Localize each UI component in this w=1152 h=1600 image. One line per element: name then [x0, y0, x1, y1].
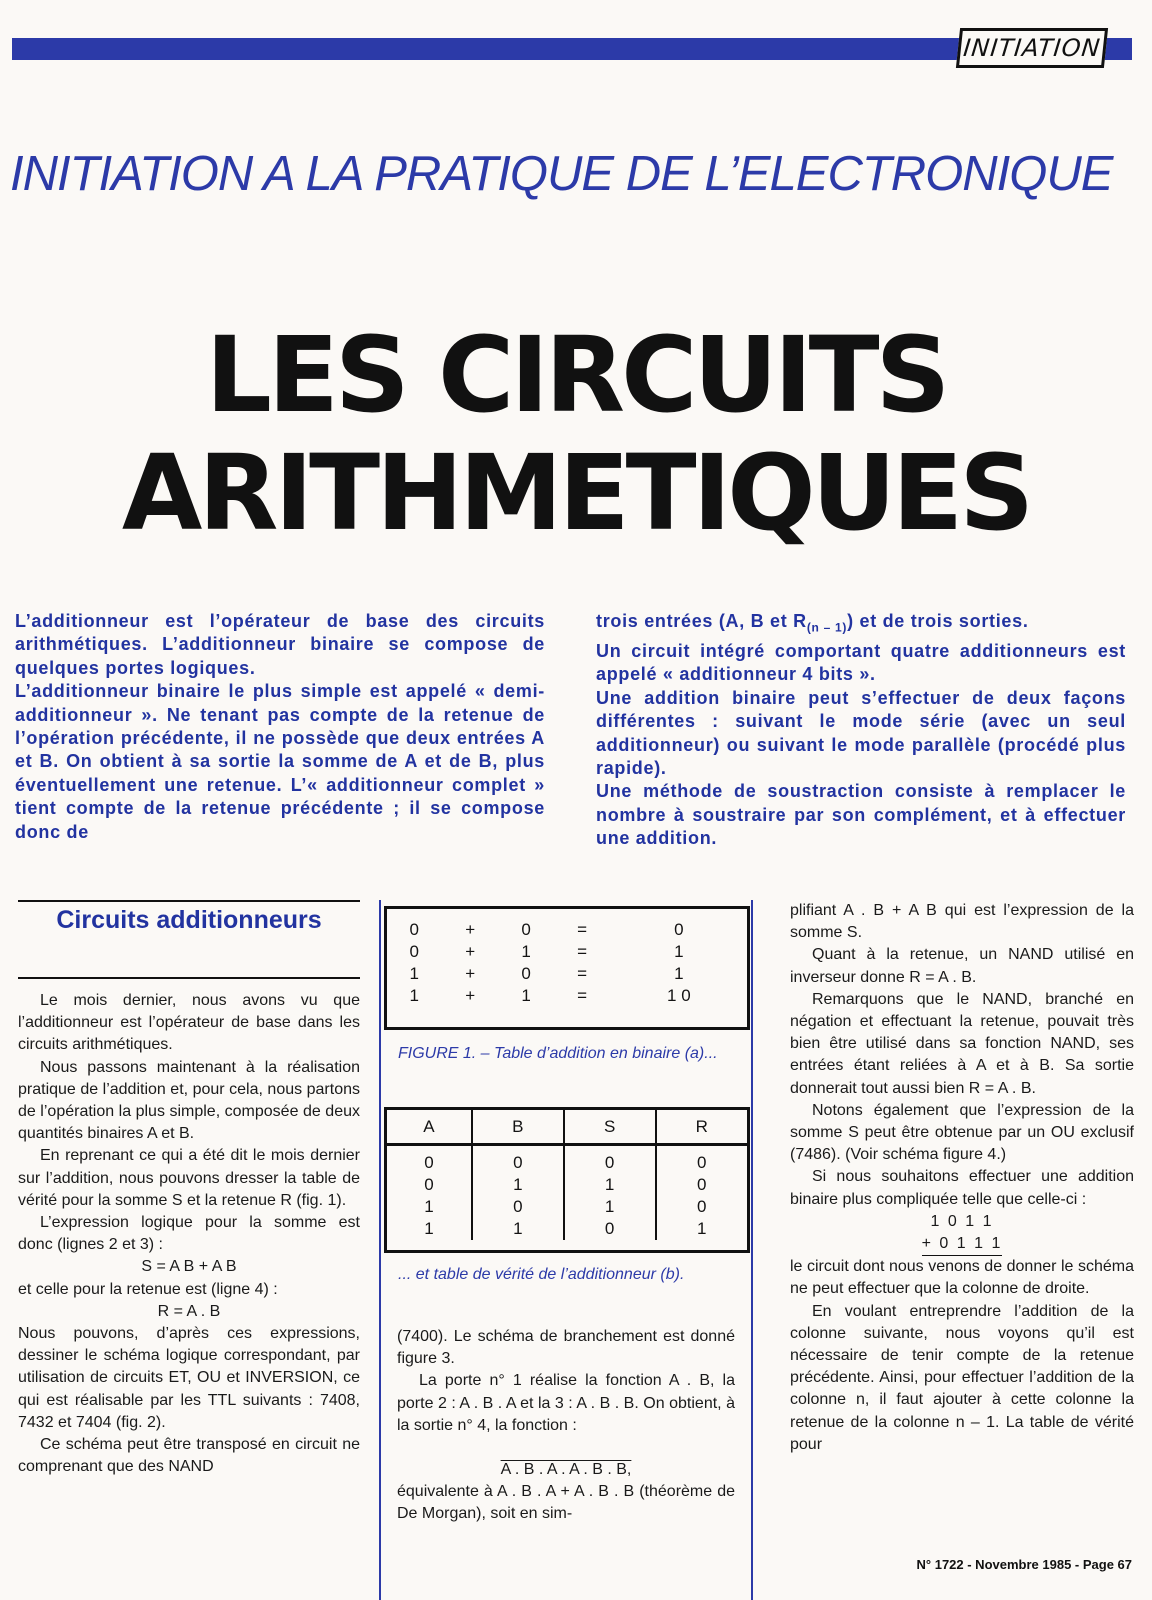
intro-paragraph: Une addition binaire peut s’effectuer de deux façons différentes : suivant le mode série (avec un seul additionneur) ou suivant le mode parallèle (procédé plus rapide).	[596, 687, 1126, 779]
addition-row	[387, 985, 747, 1007]
addition-row	[387, 919, 747, 941]
body-paragraph: Remarquons que le NAND, branché en négation et effectuant la retenue, pouvait très bien être utilisé dans sa fonction NAND, ses entrées étant reliées à A et à B. Sa sortie donnerait tout aussi bien R = A . B.	[790, 990, 1134, 1097]
body-column-2	[397, 1326, 735, 1526]
intro-paragraph: L’additionneur binaire le plus simple est appelé « demi-additionneur ». Ne tenant pas compte de la retenue de l’opération précédente, il ne possède que deux entrées A et B. On obtient à sa sortie la somme de A et de B, plus éventuellement une retenue. L’« additionneur complet » tient compte de la retenue précédente ; il se compose donc de	[15, 681, 545, 842]
truth-cell: 0	[472, 1196, 564, 1218]
addition-cell: 0	[521, 920, 531, 939]
body-paragraph: équivalente à A . B . A + A . B . B (théorème de De Morgan), soit en sim-	[397, 1483, 735, 1523]
truth-cell: 1	[424, 1197, 434, 1216]
addition-cell: 1	[521, 942, 531, 961]
truth-row	[387, 1218, 747, 1240]
truth-cell: 1	[564, 1196, 656, 1218]
addition-cell: 1	[521, 986, 531, 1005]
body-paragraph: En reprenant ce qui a été dit le mois dernier sur l’addition, nous pouvons dresser la table de vérité pour la somme S et la retenue R (fig. 1).	[18, 1147, 360, 1209]
truth-cell: 1	[656, 1218, 747, 1240]
addition-cell: 0	[674, 920, 684, 939]
page-folio: N° 1722 - Novembre 1985 - Page 67	[916, 1557, 1132, 1572]
truth-header-row	[387, 1110, 747, 1145]
truth-row	[387, 1196, 747, 1218]
body-paragraph: Nous passons maintenant à la réalisation pratique de l’addition et, pour cela, nous partons de l’opération la plus simple, composée de deux quantités binaires A et B.	[18, 1058, 360, 1143]
body-paragraph: plifiant A . B + A B qui est l’expression de la somme S.	[790, 902, 1134, 942]
addition-cell: =	[577, 986, 588, 1005]
truth-cell: 1	[424, 1219, 434, 1238]
addition-cell: 1	[409, 986, 420, 1005]
addition-cell: +	[465, 986, 476, 1005]
intro-paragraph: Une méthode de soustraction consiste à remplacer le nombre à soustraire par son complément, et à effectuer une addition.	[596, 781, 1126, 849]
body-column-3	[790, 900, 1134, 1456]
addition-cell: =	[577, 920, 588, 939]
intro-paragraph: Un circuit intégré comportant quatre additionneurs est appelé « additionneur 4 bits ».	[596, 641, 1126, 685]
intro-subscript: (n – 1)	[806, 620, 848, 635]
figure-caption-b: ... et table de vérité de l’additionneur (b).	[398, 1266, 685, 1283]
truth-header-cell: R	[656, 1110, 747, 1145]
truth-cell: 1	[564, 1174, 656, 1196]
truth-row	[387, 1174, 747, 1196]
intro-paragraph	[596, 610, 1126, 640]
truth-cell: 1	[472, 1218, 564, 1240]
addition-row	[387, 941, 747, 963]
truth-cell: 0	[472, 1145, 564, 1175]
truth-cell: 0	[424, 1153, 434, 1172]
intro-right	[596, 610, 1126, 851]
body-column-1	[18, 990, 360, 1478]
truth-cell: 0	[564, 1145, 656, 1175]
intro-text: trois entrées (A, B et R	[596, 611, 807, 631]
body-paragraph: Quant à la retenue, un NAND utilisé en inverseur donne R = A . B.	[790, 946, 1134, 986]
rubric-badge: INITIATION	[956, 28, 1108, 68]
addition-cell: +	[465, 920, 476, 939]
truth-header-cell: S	[564, 1110, 656, 1145]
addition-cell: 0	[409, 920, 420, 939]
body-paragraph: Le mois dernier, nous avons vu que l’additionneur est l’opérateur de base dans les circuits arithmétiques.	[18, 992, 360, 1054]
truth-header-cell: B	[472, 1110, 564, 1145]
intro-paragraph: L’additionneur est l’opérateur de base des circuits arithmétiques. L’additionneur binaire se compose de quelques portes logiques.	[15, 611, 545, 678]
addition-cell: =	[577, 964, 588, 983]
addition-cell: 1	[674, 942, 684, 961]
title-line-1: LES CIRCUITS	[205, 314, 947, 436]
truth-row	[387, 1145, 747, 1175]
addition-cell: 1 0	[667, 986, 691, 1005]
addition-cell: +	[465, 964, 476, 983]
figure-caption-a: FIGURE 1. – Table d’addition en binaire (a)...	[398, 1045, 718, 1062]
binary-operand-2	[790, 1233, 1134, 1256]
body-paragraph: le circuit dont nous venons de donner le schéma ne peut effectuer que la colonne de droite.	[790, 1258, 1134, 1298]
binary-operand-2-text: + 0 1 1 1	[922, 1233, 1003, 1256]
addition-table-grid	[387, 919, 747, 1007]
section-rule	[18, 900, 360, 902]
section-rule	[18, 977, 360, 979]
article-title	[0, 316, 1152, 552]
kicker-title: INITIATION A LA PRATIQUE DE L’ELECTRONIQUE	[10, 147, 1113, 201]
addition-cell: +	[465, 942, 476, 961]
truth-table-grid	[387, 1110, 747, 1240]
body-paragraph: Ce schéma peut être transposé en circuit ne comprenant que des NAND	[18, 1436, 360, 1476]
section-title: Circuits additionneurs	[56, 906, 322, 934]
body-paragraph: La porte n° 1 réalise la fonction A . B, la porte 2 : A . B . A et la 3 : A . B . B. On obtient, à la sortie n° 4, la fonction :	[397, 1372, 735, 1434]
body-paragraph: Nous pouvons, d’après ces expressions, dessiner le schéma logique correspondant, par utilisation de circuits ET, OU et INVERSION, ce qui est réalisable par les TTL suivants : 7408, 7432 et 7404 (fig. 2).	[18, 1325, 360, 1431]
intro-left	[15, 610, 545, 844]
truth-cell: 0	[656, 1196, 747, 1218]
truth-cell: 0	[564, 1218, 656, 1240]
addition-cell: 1	[409, 964, 420, 983]
addition-cell: =	[577, 942, 588, 961]
equation-text: A . B . A . A . B . B,	[500, 1461, 632, 1479]
addition-cell: 0	[409, 942, 420, 961]
addition-row	[387, 963, 747, 985]
binary-operand-1: 1 0 1 1	[930, 1212, 994, 1230]
body-paragraph: Notons également que l’expression de la somme S peut être obtenue par un OU exclusif (7486). (Voir schéma figure 4.)	[790, 1101, 1134, 1164]
body-paragraph: L’expression logique pour la somme est donc (lignes 2 et 3) :	[18, 1214, 360, 1254]
truth-header-cell: A	[387, 1110, 472, 1145]
equation-sum: S = A B + A B	[141, 1258, 237, 1276]
equation-carry: R = A . B	[157, 1302, 221, 1320]
truth-cell: 0	[656, 1174, 747, 1196]
truth-cell: 0	[656, 1145, 747, 1175]
title-line-2: ARITHMETIQUES	[121, 432, 1031, 554]
equation-nand	[397, 1459, 735, 1481]
addition-cell: 1	[674, 964, 684, 983]
body-paragraph: En voulant entreprendre l’addition de la colonne suivante, nous voyons qu’il est nécessaire de tenir compte de la retenue précédente. Ainsi, pour effectuer l’addition de la colonne n, il faut ajouter à cette colonne la retenue de la colonne n – 1. La table de vérité pour	[790, 1302, 1134, 1453]
truth-cell: 1	[472, 1174, 564, 1196]
intro-text: ) et de trois sorties.	[847, 611, 1029, 631]
addition-table	[384, 906, 750, 1030]
truth-cell: 0	[424, 1175, 434, 1194]
truth-table	[384, 1107, 750, 1253]
addition-cell: 0	[521, 964, 531, 983]
body-paragraph: et celle pour la retenue est (ligne 4) :	[18, 1280, 278, 1298]
body-paragraph: (7400). Le schéma de branchement est donné figure 3.	[397, 1328, 735, 1368]
body-paragraph: Si nous souhaitons effectuer une addition binaire plus compliquée telle que celle-ci :	[790, 1168, 1134, 1208]
